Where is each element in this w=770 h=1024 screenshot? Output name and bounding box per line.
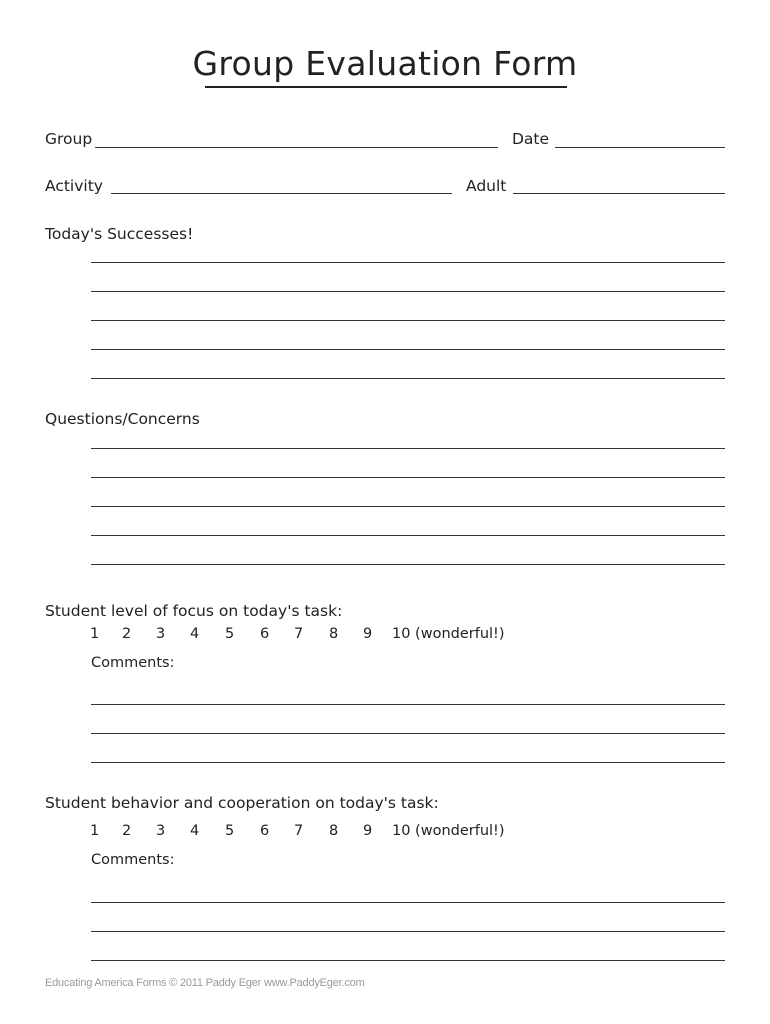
behavior-comments-line[interactable]	[91, 902, 725, 903]
behavior-heading: Student behavior and cooperation on today's task:	[45, 794, 439, 812]
concerns-heading: Questions/Concerns	[45, 410, 200, 428]
behavior-rating-2[interactable]: 2	[122, 823, 132, 839]
footer-copyright: Educating America Forms © 2011 Paddy Eger www.PaddyEger.com	[45, 977, 365, 989]
behavior-rating-9[interactable]: 9	[363, 823, 373, 839]
behavior-comments-line[interactable]	[91, 960, 725, 961]
focus-rating-5[interactable]: 5	[225, 626, 235, 642]
focus-rating-7[interactable]: 7	[294, 626, 304, 642]
behavior-rating-6[interactable]: 6	[260, 823, 270, 839]
focus-rating-9[interactable]: 9	[363, 626, 373, 642]
behavior-rating-8[interactable]: 8	[329, 823, 339, 839]
focus-heading: Student level of focus on today's task:	[45, 602, 343, 620]
behavior-comments-label: Comments:	[91, 852, 175, 868]
adult-field[interactable]	[513, 193, 725, 194]
activity-field[interactable]	[111, 193, 452, 194]
behavior-rating-4[interactable]: 4	[190, 823, 200, 839]
focus-rating-4[interactable]: 4	[190, 626, 200, 642]
successes-line[interactable]	[91, 378, 725, 379]
date-field[interactable]	[555, 147, 725, 148]
focus-comments-line[interactable]	[91, 733, 725, 734]
title-underline	[205, 86, 567, 88]
page-title: Group Evaluation Form	[192, 44, 578, 83]
behavior-rating-5[interactable]: 5	[225, 823, 235, 839]
focus-rating-1[interactable]: 1	[90, 626, 100, 642]
focus-rating-8[interactable]: 8	[329, 626, 339, 642]
successes-line[interactable]	[91, 291, 725, 292]
group-label: Group	[45, 130, 93, 148]
behavior-comments-line[interactable]	[91, 931, 725, 932]
focus-comments-label: Comments:	[91, 655, 175, 671]
behavior-rating-7[interactable]: 7	[294, 823, 304, 839]
successes-line[interactable]	[91, 349, 725, 350]
focus-rating-2[interactable]: 2	[122, 626, 132, 642]
concerns-line[interactable]	[91, 506, 725, 507]
concerns-line[interactable]	[91, 564, 725, 565]
concerns-line[interactable]	[91, 448, 725, 449]
behavior-rating-3[interactable]: 3	[156, 823, 166, 839]
focus-comments-line[interactable]	[91, 704, 725, 705]
focus-rating-10[interactable]: 10 (wonderful!)	[392, 626, 505, 642]
focus-comments-line[interactable]	[91, 762, 725, 763]
concerns-line[interactable]	[91, 535, 725, 536]
adult-label: Adult	[466, 177, 507, 195]
behavior-rating-1[interactable]: 1	[90, 823, 100, 839]
activity-label: Activity	[45, 177, 103, 195]
concerns-line[interactable]	[91, 477, 725, 478]
successes-heading: Today's Successes!	[45, 225, 194, 243]
date-label: Date	[512, 130, 550, 148]
focus-rating-3[interactable]: 3	[156, 626, 166, 642]
focus-rating-6[interactable]: 6	[260, 626, 270, 642]
successes-line[interactable]	[91, 320, 725, 321]
successes-line[interactable]	[91, 262, 725, 263]
behavior-rating-10[interactable]: 10 (wonderful!)	[392, 823, 505, 839]
group-field[interactable]	[95, 147, 498, 148]
